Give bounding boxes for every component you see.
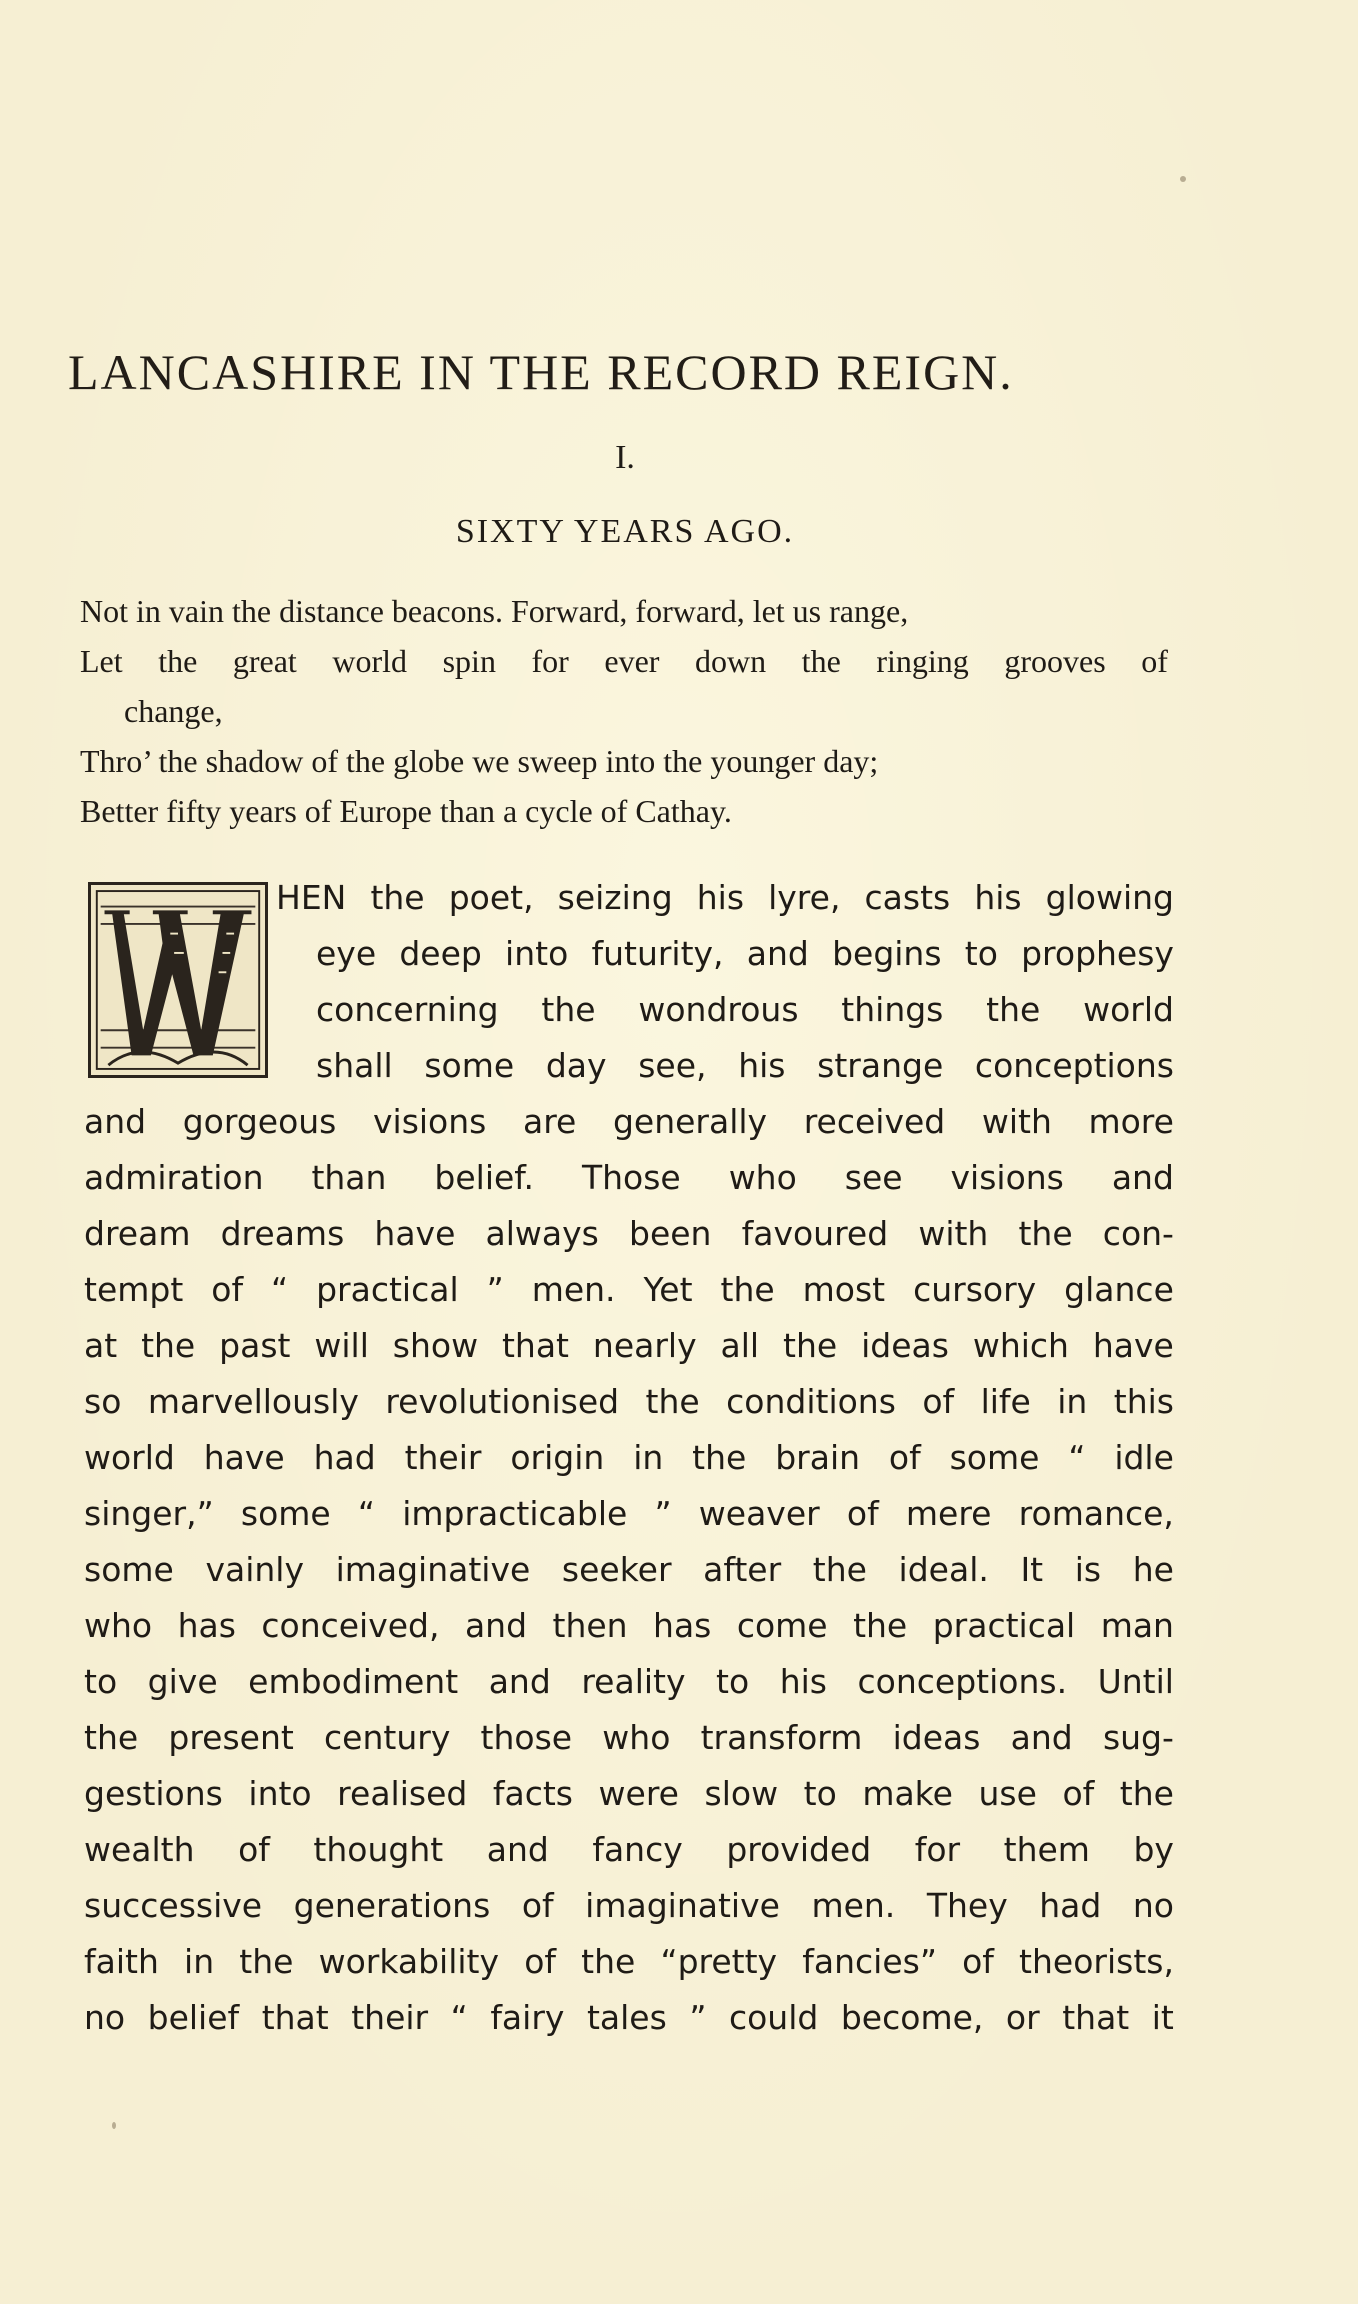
word: make <box>862 1774 953 1813</box>
word: They <box>926 1886 1008 1925</box>
word: he <box>1132 1550 1174 1589</box>
word: It <box>1020 1550 1044 1589</box>
word: of <box>211 1270 244 1309</box>
text-line <box>84 1878 1174 1934</box>
word: workability <box>318 1942 500 1981</box>
word: admiration <box>84 1158 264 1197</box>
word: favoured <box>741 1214 889 1253</box>
word: has <box>177 1606 236 1645</box>
word: the <box>720 1270 775 1309</box>
word: ever <box>604 643 660 679</box>
word: men. <box>531 1270 616 1309</box>
word: have <box>1092 1326 1174 1365</box>
word: gorgeous <box>182 1102 337 1141</box>
word: down <box>695 643 767 679</box>
word: this <box>1113 1382 1174 1421</box>
word: his <box>779 1662 827 1701</box>
word: mere <box>905 1494 992 1533</box>
word: glowing <box>1045 878 1174 917</box>
word: practical <box>316 1270 459 1309</box>
word: “ <box>271 1270 289 1309</box>
word: the <box>1119 1774 1174 1813</box>
word: world <box>1083 990 1174 1029</box>
word: vainly <box>205 1550 304 1589</box>
word: poet, <box>448 878 534 917</box>
word: casts <box>864 878 951 917</box>
word: has <box>653 1606 712 1645</box>
word: origin <box>510 1438 605 1477</box>
word: that <box>501 1326 569 1365</box>
word: brain <box>775 1438 861 1477</box>
word: in <box>1057 1382 1088 1421</box>
text-line <box>84 1430 1174 1486</box>
word: “ <box>450 1998 468 2037</box>
word: his <box>974 878 1022 917</box>
word: imaginative <box>335 1550 531 1589</box>
word: always <box>485 1214 599 1253</box>
word: by <box>1133 1830 1174 1869</box>
word: revolutionised <box>385 1382 620 1421</box>
word: the <box>370 878 425 917</box>
word: “ <box>1068 1438 1086 1477</box>
word: the <box>986 990 1041 1029</box>
word: shall <box>316 1046 393 1085</box>
word: ideal. <box>898 1550 989 1589</box>
word: present <box>168 1718 294 1757</box>
word: at <box>84 1326 118 1365</box>
word: visions <box>373 1102 487 1141</box>
word: those <box>480 1718 573 1757</box>
word: their <box>351 1998 429 2037</box>
word: received <box>803 1102 946 1141</box>
word: could <box>728 1998 819 2037</box>
epigraph-line: Not in vain the distance beacons. Forward, forward, let us range, <box>80 593 909 629</box>
text-line <box>84 1486 1174 1542</box>
chapter-title: SIXTY YEARS AGO. <box>455 513 795 550</box>
text-line <box>84 1934 1174 1990</box>
word: conditions <box>726 1382 896 1421</box>
word: the <box>692 1438 747 1477</box>
word: of <box>238 1830 270 1869</box>
word: the <box>84 1718 139 1757</box>
word: futurity, <box>591 934 724 973</box>
word: Let <box>80 643 123 679</box>
word: ideas <box>861 1326 949 1365</box>
word: for <box>531 643 569 679</box>
word: their <box>404 1438 482 1477</box>
word: is <box>1074 1550 1102 1589</box>
word: that <box>1062 1998 1130 2037</box>
word: transform <box>700 1718 863 1757</box>
word: begins <box>832 934 942 973</box>
body-text <box>84 870 1174 2046</box>
word: more <box>1088 1102 1174 1141</box>
word: were <box>598 1774 679 1813</box>
text-line <box>84 1710 1174 1766</box>
word: of <box>962 1942 994 1981</box>
word: and <box>746 934 809 973</box>
paper-speck <box>1180 176 1186 182</box>
word: of <box>888 1438 921 1477</box>
word: the <box>783 1326 838 1365</box>
word: deep <box>399 934 482 973</box>
word: dreams <box>220 1214 345 1253</box>
word: with <box>981 1102 1052 1141</box>
epigraph-line: Thro’ the shadow of the globe we sweep into the younger day; <box>80 743 879 779</box>
word: practical <box>932 1606 1076 1645</box>
word: century <box>324 1718 451 1757</box>
word: conceived, <box>261 1606 440 1645</box>
word: in <box>633 1438 664 1477</box>
word: who <box>728 1158 797 1197</box>
word: so <box>84 1382 122 1421</box>
text-line <box>276 870 1174 926</box>
word: are <box>522 1102 577 1141</box>
word: weaver <box>698 1494 820 1533</box>
word: sug- <box>1102 1718 1174 1757</box>
word: seeker <box>561 1550 672 1589</box>
word: of <box>922 1382 955 1421</box>
text-line <box>84 1150 1174 1206</box>
word: the <box>812 1550 867 1589</box>
word: HEN <box>276 878 347 917</box>
epigraph-line <box>80 636 1168 686</box>
word: who <box>84 1606 153 1645</box>
word: eye <box>316 934 377 973</box>
word: ” <box>486 1270 504 1309</box>
word: tempt <box>84 1270 184 1309</box>
word: of <box>846 1494 879 1533</box>
word: ringing <box>876 643 969 679</box>
word: generations <box>293 1886 491 1925</box>
word: impracticable <box>402 1494 628 1533</box>
word: the <box>801 643 841 679</box>
word: most <box>802 1270 886 1309</box>
word: some <box>424 1046 515 1085</box>
word: man <box>1100 1606 1174 1645</box>
word: have <box>203 1438 285 1477</box>
word: use <box>978 1774 1037 1813</box>
word: ” <box>654 1494 672 1533</box>
word: then <box>552 1606 628 1645</box>
word: lyre, <box>768 878 841 917</box>
word: and <box>1010 1718 1073 1757</box>
word: cursory <box>913 1270 1037 1309</box>
word: facts <box>492 1774 573 1813</box>
text-line <box>316 926 1174 982</box>
word: into <box>248 1774 312 1813</box>
word: ” <box>689 1998 707 2037</box>
word: concerning <box>316 990 499 1029</box>
word: things <box>841 990 944 1029</box>
word: imaginative <box>585 1886 780 1925</box>
word: marvellously <box>147 1382 359 1421</box>
word: that <box>261 1998 329 2037</box>
word: and <box>84 1102 147 1141</box>
text-line <box>84 1542 1174 1598</box>
word: Those <box>581 1158 681 1197</box>
word: fancies” <box>802 1942 937 1981</box>
word: the <box>645 1382 700 1421</box>
word: it <box>1151 1998 1174 2037</box>
word: strange <box>817 1046 944 1085</box>
word: of <box>1062 1774 1095 1813</box>
word: see, <box>638 1046 707 1085</box>
word: the <box>581 1942 636 1981</box>
word: which <box>972 1326 1069 1365</box>
word: tales <box>586 1998 667 2037</box>
word: the <box>1018 1214 1073 1253</box>
word: show <box>392 1326 479 1365</box>
word: and <box>486 1830 549 1869</box>
word: idle <box>1114 1438 1174 1477</box>
word: great <box>232 643 297 679</box>
text-line <box>84 1654 1174 1710</box>
word: them <box>1003 1830 1090 1869</box>
word: fairy <box>490 1998 565 2037</box>
word: who <box>602 1718 671 1757</box>
word: conceptions. <box>857 1662 1068 1701</box>
word: after <box>703 1550 782 1589</box>
word: or <box>1005 1998 1040 2037</box>
word: been <box>629 1214 712 1253</box>
word: world <box>84 1438 175 1477</box>
word: dream <box>84 1214 191 1253</box>
word: provided <box>726 1830 872 1869</box>
word: con- <box>1102 1214 1174 1253</box>
word: and <box>464 1606 528 1645</box>
word: give <box>147 1662 218 1701</box>
word: with <box>918 1214 989 1253</box>
word: “pretty <box>660 1942 778 1981</box>
word: gestions <box>84 1774 223 1813</box>
word: of <box>1141 643 1168 679</box>
word: and <box>488 1662 551 1701</box>
word: nearly <box>592 1326 697 1365</box>
word: singer,” <box>84 1494 214 1533</box>
word: “ <box>357 1494 376 1533</box>
epigraph <box>80 586 1180 836</box>
word: day <box>545 1046 607 1085</box>
word: come <box>736 1606 828 1645</box>
word: fancy <box>592 1830 683 1869</box>
word: prophesy <box>1021 934 1174 973</box>
word: than <box>311 1158 387 1197</box>
word: thought <box>313 1830 444 1869</box>
word: the <box>158 643 198 679</box>
text-line <box>84 1094 1174 1150</box>
word: seizing <box>557 878 673 917</box>
chapter-number: I. <box>615 439 635 476</box>
word: men. <box>811 1886 896 1925</box>
word: visions <box>950 1158 1064 1197</box>
word: some <box>84 1550 174 1589</box>
word: world <box>332 643 408 679</box>
word: and <box>1111 1158 1174 1197</box>
word: reality <box>581 1662 686 1701</box>
word: no <box>84 1998 126 2037</box>
word: the <box>541 990 596 1029</box>
word: the <box>141 1326 196 1365</box>
word: realised <box>337 1774 468 1813</box>
word: have <box>374 1214 456 1253</box>
text-line <box>316 1038 1174 1094</box>
word: in <box>184 1942 215 1981</box>
word: Until <box>1097 1662 1174 1701</box>
word: his <box>696 878 745 917</box>
word: his <box>738 1046 786 1085</box>
word: see <box>844 1158 903 1197</box>
word: to <box>803 1774 837 1813</box>
word: the <box>239 1942 294 1981</box>
word: some <box>949 1438 1040 1477</box>
word: grooves <box>1004 643 1106 679</box>
word: belief. <box>434 1158 535 1197</box>
text-line <box>84 1766 1174 1822</box>
text-line <box>84 1262 1174 1318</box>
word: of <box>524 1942 556 1981</box>
text-line <box>316 982 1174 1038</box>
word: some <box>240 1494 331 1533</box>
word: glance <box>1064 1270 1174 1309</box>
word: to <box>716 1662 750 1701</box>
epigraph-line: change, <box>124 693 223 729</box>
word: into <box>505 934 569 973</box>
word: wealth <box>84 1830 195 1869</box>
word: Yet <box>643 1270 693 1309</box>
word: wondrous <box>638 990 799 1029</box>
text-line <box>84 1822 1174 1878</box>
text-line <box>84 1318 1174 1374</box>
word: spin <box>442 643 496 679</box>
word: past <box>219 1326 291 1365</box>
word: generally <box>612 1102 768 1141</box>
word: life <box>980 1382 1031 1421</box>
text-line <box>84 1206 1174 1262</box>
epigraph-line: Better fifty years of Europe than a cycle of Cathay. <box>80 793 732 829</box>
word: for <box>914 1830 961 1869</box>
paper-speck <box>112 2122 116 2129</box>
word: ideas <box>892 1718 981 1757</box>
word: of <box>521 1886 554 1925</box>
word: to <box>84 1662 118 1701</box>
word: successive <box>84 1886 263 1925</box>
text-line <box>84 1990 1174 2046</box>
text-line <box>84 1374 1174 1430</box>
page-title: LANCASHIRE IN THE RECORD REIGN. <box>68 344 1014 400</box>
word: slow <box>704 1774 779 1813</box>
word: belief <box>147 1998 240 2037</box>
word: to <box>964 934 998 973</box>
word: romance, <box>1018 1494 1174 1533</box>
word: all <box>720 1326 760 1365</box>
word: no <box>1132 1886 1174 1925</box>
word: embodiment <box>248 1662 459 1701</box>
word: the <box>853 1606 908 1645</box>
word: theorists, <box>1019 1942 1174 1981</box>
word: faith <box>84 1942 159 1981</box>
word: will <box>314 1326 369 1365</box>
word: become, <box>840 1998 984 2037</box>
word: had <box>313 1438 376 1477</box>
word: had <box>1039 1886 1102 1925</box>
text-line <box>84 1598 1174 1654</box>
word: conceptions <box>974 1046 1174 1085</box>
